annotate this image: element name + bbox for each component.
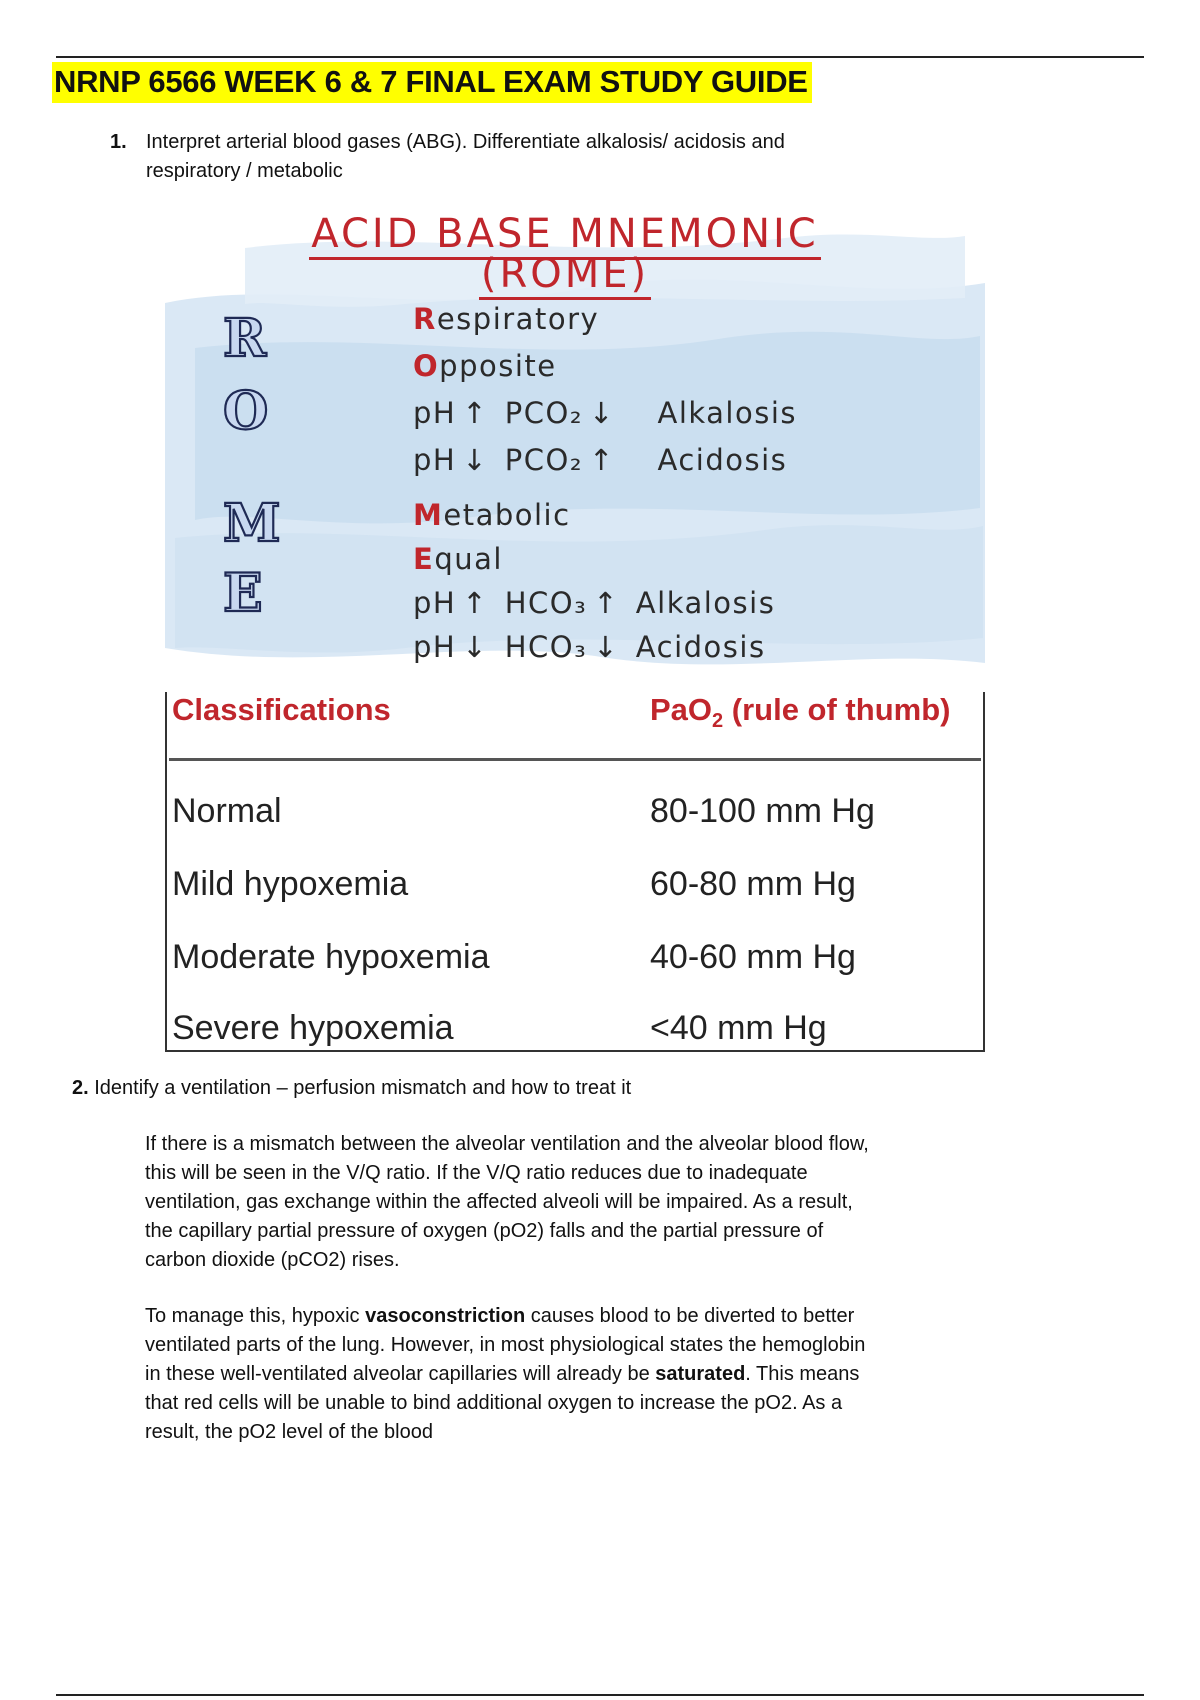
page-title: NRNP 6566 WEEK 6 & 7 FINAL EXAM STUDY GUIDE [52,62,812,103]
mnemonic-respiratory-alkalosis: pH ↑ PCO₂ ↓ Alkalosis [413,396,798,430]
mnemonic-subtitle: (ROME) [165,254,965,294]
question-2 [72,1077,631,1100]
mnemonic-metabolic: Metabolic [413,498,571,532]
table-header-pao2: PaO$_2$ (rule of thumb) [650,692,951,733]
mnemonic-metabolic-alkalosis: pH ↑ HCO₃ ↑ Alkalosis [413,586,776,620]
pao2-cell: <40 mm Hg [650,1009,827,1047]
question-2-text: Identify a ventilation – perfusion mismatch and how to treat it [94,1077,632,1099]
pao2-cell: 80-100 mm Hg [650,792,875,830]
table-header-divider [169,758,981,761]
mnemonic-respiratory-acidosis: pH ↓ PCO₂ ↑ Acidosis [413,443,788,477]
question-1-text: Interpret arterial blood gases (ABG). Differentiate alkalosis/ acidosis and respiratory / metabolic [146,131,785,182]
table-row [167,792,983,832]
table-row [167,938,983,978]
mnemonic-respiratory: Respiratory [413,302,600,336]
top-rule [56,56,1144,58]
table-header-classifications: Classifications [172,692,391,727]
pao2-cell: 60-80 mm Hg [650,865,856,903]
mnemonic-metabolic-acidosis: pH ↓ HCO₃ ↓ Acidosis [413,630,766,664]
question-1-number: 1. [110,131,127,153]
letter-e-icon: E [223,563,263,624]
mnemonic-equal: Equal [413,542,503,576]
bottom-rule [56,1694,1144,1696]
mnemonic-opposite: Opposite [413,349,557,383]
letter-r-icon: R [223,308,267,369]
pao2-cell: 40-60 mm Hg [650,938,856,976]
table-row [167,865,983,905]
classification-cell: Moderate hypoxemia [172,938,490,976]
letter-m-icon: M [223,493,281,554]
pao2-classification-table [165,692,985,1052]
vq-mismatch-paragraph: If there is a mismatch between the alveolar ventilation and the alveolar blood flow, this will be seen in the V/Q ratio. If the V/Q ratio reduces due to inadequate ventilation, gas exchange within the affected alveoli will be impaired. As a result, the capillary partial pressure of oxygen (pO2) falls and the partial pressure of carbon dioxide (pCO2) rises. [145,1133,869,1271]
table-row [167,1009,983,1049]
acid-base-mnemonic-figure [165,208,985,678]
classification-cell: Normal [172,792,282,830]
management-paragraph: To manage this, hypoxic vasoconstriction causes blood to be diverted to better ventilated parts of the lung. However, in most physiological states the hemoglobin in these well-ventilated alveolar capillaries will already be saturated. This means that red cells will be unable to bind additional oxygen to increase the pO2. As a result, the pO2 level of the blood [145,1305,866,1443]
classification-cell: Mild hypoxemia [172,865,409,903]
question-2-number: 2. [72,1077,89,1099]
classification-cell: Severe hypoxemia [172,1009,454,1047]
letter-o-icon: O [223,381,269,442]
question-1 [110,128,870,186]
mnemonic-title: ACID BASE MNEMONIC [165,214,965,254]
